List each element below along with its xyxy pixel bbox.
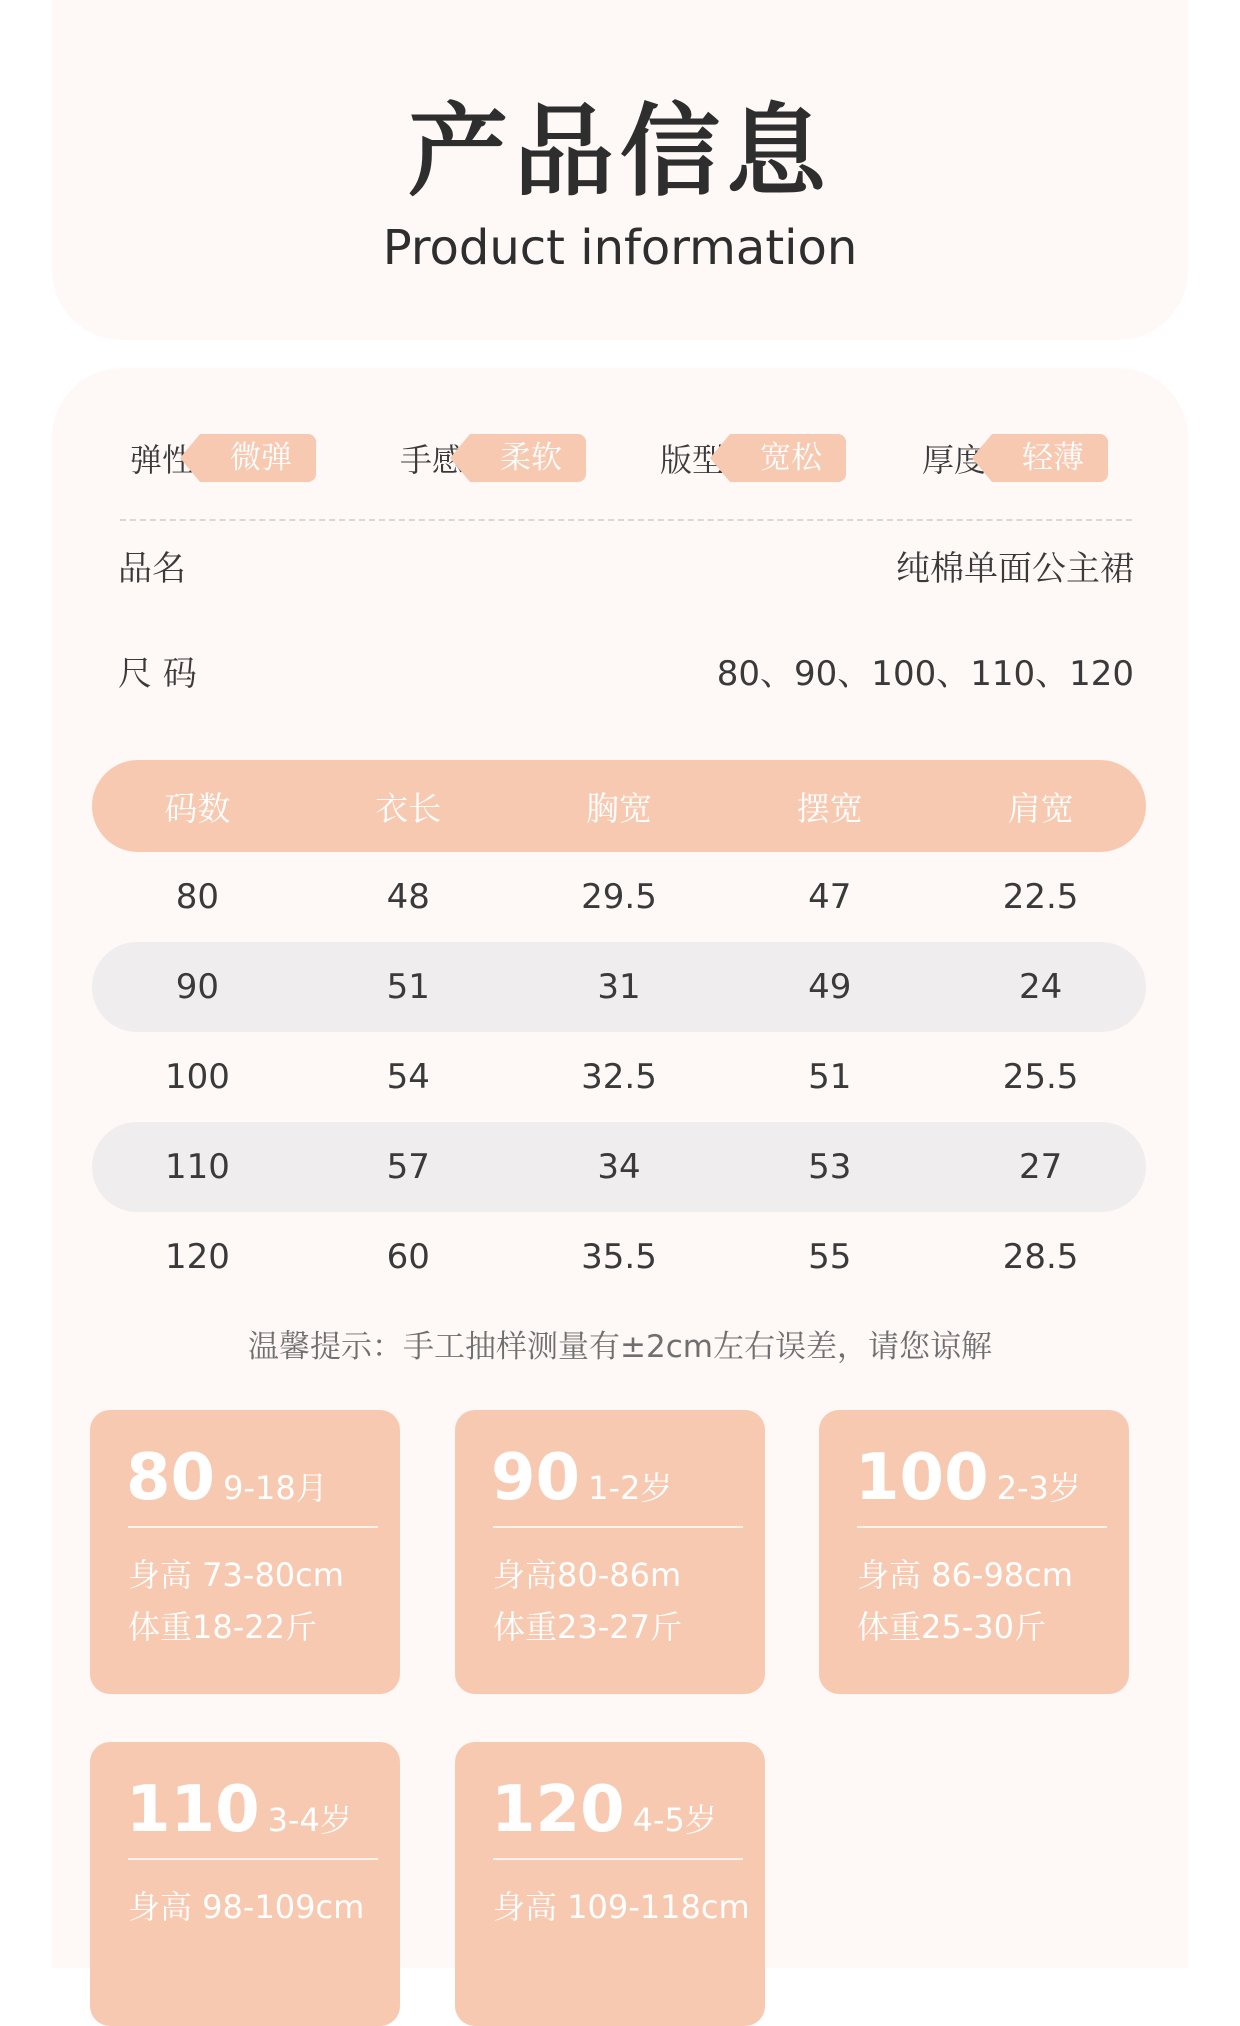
header-cell: 码数	[164, 788, 231, 828]
table-cell: 35.5	[581, 1237, 657, 1277]
header-cell: 衣长	[375, 788, 442, 828]
table-cell: 53	[808, 1147, 852, 1187]
attr-tag: 宽松	[730, 434, 846, 482]
size-age: 9-18月	[223, 1469, 328, 1507]
detail-row-name	[118, 541, 1134, 597]
table-cell: 51	[808, 1057, 852, 1097]
table-cell: 120	[164, 1237, 230, 1277]
size-weight: 体重25-30斤	[857, 1608, 1046, 1646]
detail-row-sizes	[118, 646, 1134, 702]
size-height: 身高 86-98cm	[857, 1556, 1073, 1594]
size-weight: 体重18-22斤	[128, 1608, 317, 1646]
size-card-divider	[128, 1526, 378, 1528]
table-cell: 28.5	[1002, 1237, 1079, 1277]
size-card-heading	[491, 1770, 717, 1860]
table-cell: 25.5	[1002, 1057, 1079, 1097]
size-card-80	[90, 1410, 400, 1694]
size-number: 100	[855, 1441, 989, 1515]
size-card-120	[455, 1742, 765, 2026]
size-age: 3-4岁	[267, 1801, 352, 1839]
table-cell: 55	[808, 1237, 852, 1277]
size-age: 1-2岁	[588, 1469, 673, 1507]
size-table	[92, 760, 1146, 1302]
table-row	[92, 1122, 1146, 1212]
table-cell: 54	[386, 1057, 430, 1097]
size-number: 110	[126, 1773, 260, 1847]
size-card-divider	[493, 1858, 743, 1860]
attr-tag: 轻薄	[992, 434, 1108, 482]
table-cell: 24	[1018, 967, 1063, 1007]
size-height: 身高80-86m	[493, 1556, 682, 1594]
attribute-row	[0, 430, 1240, 486]
attr-thickness	[922, 430, 1108, 486]
table-cell: 47	[808, 877, 852, 917]
size-number: 120	[491, 1773, 625, 1847]
table-cell: 60	[386, 1237, 430, 1277]
size-age: 2-3岁	[996, 1469, 1081, 1507]
size-age: 4-5岁	[632, 1801, 717, 1839]
header-cell: 胸宽	[585, 788, 652, 828]
size-weight: 体重23-27斤	[493, 1608, 682, 1646]
table-cell: 51	[386, 967, 430, 1007]
detail-key: 尺 码	[118, 654, 197, 694]
detail-value: 80、90、100、110、120	[716, 654, 1134, 694]
table-cell: 110	[164, 1147, 230, 1187]
measurement-note: 温馨提示：手工抽样测量有±2cm左右误差，请您谅解	[248, 1329, 992, 1365]
dashed-divider	[120, 519, 1132, 521]
table-row	[92, 852, 1146, 942]
table-cell: 48	[386, 877, 430, 917]
detail-value: 纯棉单面公主裙	[896, 549, 1134, 589]
size-card-100	[819, 1410, 1129, 1694]
size-card-heading	[126, 1438, 328, 1528]
size-number: 80	[126, 1441, 216, 1515]
size-card-divider	[857, 1526, 1107, 1528]
size-card-heading	[126, 1770, 352, 1860]
attr-fit	[660, 430, 846, 486]
attr-feel	[400, 430, 586, 486]
table-cell: 34	[597, 1147, 641, 1187]
size-card-heading	[855, 1438, 1081, 1528]
table-cell: 100	[164, 1057, 230, 1097]
header-cell: 摆宽	[796, 788, 863, 828]
page-subtitle: Product information	[382, 220, 858, 276]
size-card-heading	[491, 1438, 672, 1528]
detail-key: 品名	[118, 549, 186, 589]
page-title: 产品信息	[408, 93, 832, 210]
table-cell: 32.5	[581, 1057, 657, 1097]
table-cell: 49	[808, 967, 852, 1007]
attr-label: 厚度	[922, 441, 987, 479]
attr-tag: 柔软	[470, 434, 586, 482]
attr-elasticity	[130, 430, 316, 486]
size-card-divider	[128, 1858, 378, 1860]
table-row	[92, 1212, 1146, 1302]
header-cell: 肩宽	[1007, 788, 1074, 828]
size-height: 身高 73-80cm	[128, 1556, 344, 1594]
table-row	[92, 1032, 1146, 1122]
attr-label: 手感	[400, 441, 465, 479]
table-cell: 29.5	[581, 877, 657, 917]
table-cell: 80	[175, 877, 220, 917]
table-cell: 57	[386, 1147, 430, 1187]
size-card-90	[455, 1410, 765, 1694]
size-height: 身高 109-118cm	[493, 1888, 750, 1926]
table-header	[92, 760, 1146, 852]
table-cell: 22.5	[1002, 877, 1079, 917]
attr-label: 版型	[660, 441, 725, 479]
size-card-divider	[493, 1526, 743, 1528]
table-cell: 31	[597, 967, 641, 1007]
table-row	[92, 942, 1146, 1032]
attr-tag: 微弹	[200, 434, 316, 482]
size-number: 90	[491, 1441, 581, 1515]
table-cell: 27	[1018, 1147, 1063, 1187]
table-cell: 90	[175, 967, 220, 1007]
size-card-110	[90, 1742, 400, 2026]
attr-label: 弹性	[130, 441, 195, 479]
size-height: 身高 98-109cm	[128, 1888, 365, 1926]
